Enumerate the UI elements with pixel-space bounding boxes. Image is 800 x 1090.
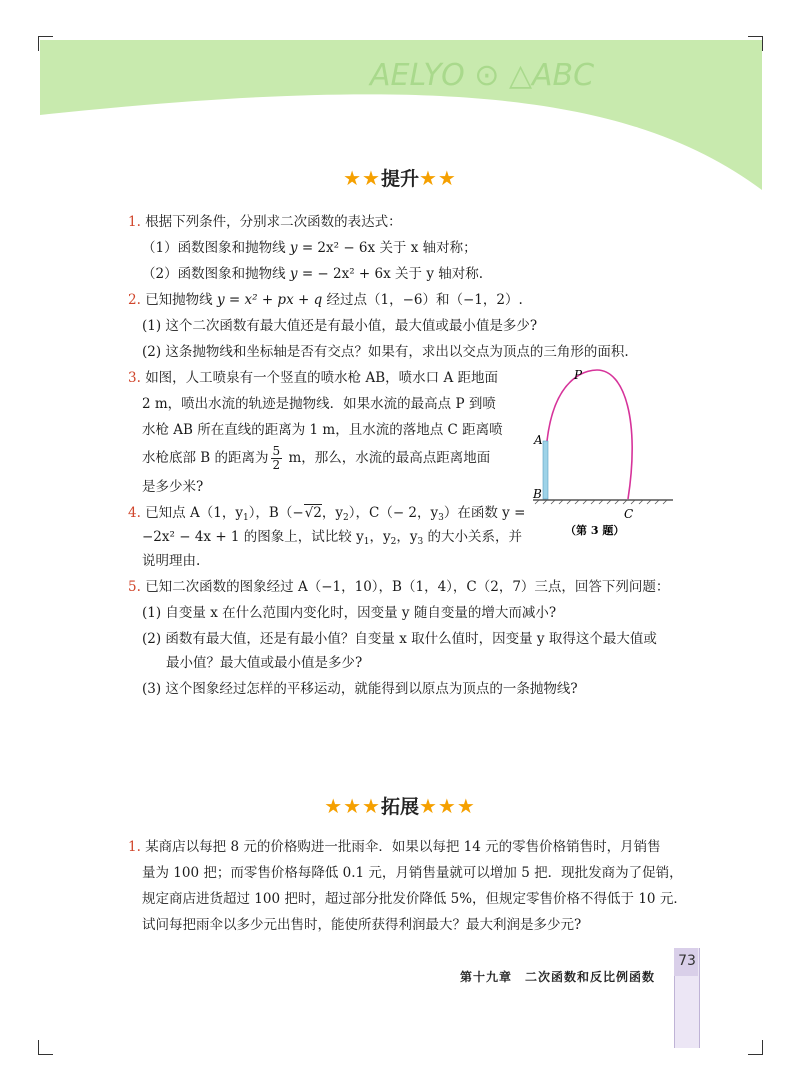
numerator: 5 [272,444,281,458]
text: 已知抛物线 [145,292,217,308]
question-number: 3. [128,370,141,386]
figure-label-c: C [624,507,634,521]
q5-sub1: (1) 自变量 x 在什么范围内变化时，因变量 y 随自变量的增大而减小? [142,605,557,621]
math-expr: y = x² + px + q [216,292,323,308]
section-title-tuozhan [0,792,800,819]
q4-line3: 说明理由. [142,553,201,569]
figure-parabola [547,370,632,499]
text: ，y [369,529,391,545]
star-icon-group-left: ★★ [343,166,381,190]
denominator: 2 [272,458,281,472]
text: ，y [396,529,418,545]
figure-label-a: A [534,433,543,447]
subscript: 1 [242,513,249,523]
crop-mark-bl [38,1040,53,1055]
figure-water-gun [543,441,548,499]
figure-label-p: P [574,368,583,382]
q5-sub2a: (2) 函数有最大值，还是有最小值？自变量 x 取什么值时，因变量 y 取得这个最大值或 [142,631,657,647]
q3-line3: 水枪 AB 所在直线的距离为 1 m，且水流的落地点 C 距离喷 [142,422,503,438]
text: 水枪底部 B 的距离为 [142,450,269,466]
q5-sub2b: 最小值？最大值或最小值是多少? [166,655,363,671]
q1-sub2 [142,265,483,283]
text: 的大小关系，并 [423,529,522,545]
q3-line2: 2 m，喷出水流的轨迹是抛物线．如果水流的最高点 P 到喷 [142,396,496,412]
text: （1）函数图象和抛物线 [142,240,290,256]
star-icon-group-right: ★★★ [419,794,476,818]
q1-2 [128,291,523,309]
text: （2）函数图象和抛物线 [142,266,290,282]
q2-1-line4: 试问每把雨伞以多少元出售时，能使所获得利润最大？最大利润是多少元? [142,917,582,933]
star-icon-group-right: ★★ [419,166,457,190]
question-number: 1. [128,839,141,855]
text: 如图，人工喷泉有一个竖直的喷水枪 AB，喷水口 A 距地面 [145,370,498,386]
crop-mark-tl [38,36,53,51]
star-icon-group-left: ★★★ [324,794,381,818]
text: 已知二次函数的图象经过 A（−1，10），B（1，4），C（2，7）三点，回答下列问题： [145,579,670,595]
sqrt-value: 2 [313,505,322,521]
page-number: 73 [678,953,696,969]
text: 已知点 A（1，y [145,505,243,521]
q1-5 [128,578,669,596]
text: 关于 x 轴对称； [379,240,477,256]
header-watermark: AELYO ⊙ △ABC [370,58,595,93]
section-title-text: 拓展 [380,796,419,818]
fraction [271,445,283,472]
question-number: 4. [128,505,141,521]
text: 关于 y 轴对称. [395,266,484,282]
q1-1 [128,213,402,231]
question-number: 1. [128,214,141,230]
text: m，那么，水流的最高点距离地面 [284,450,491,466]
figure-ground-hatch [535,500,667,504]
q2-1-line3: 规定商店进货超过 100 把时，超过部分批发价降低 5%，但规定零售价格不得低于 10 元． [142,891,687,907]
q2-sub2: (2) 这条抛物线和坐标轴是否有交点？如果有，求出以交点为顶点的三角形的面积. [142,344,629,360]
q2-sub1: (1) 这个二次函数有最大值还是有最小值，最大值或最小值是多少? [142,318,538,334]
figure-fountain [525,362,685,542]
q1-4 [128,504,525,527]
math-var: y [289,266,298,282]
question-number: 2. [128,292,141,308]
subscript: 2 [343,513,349,523]
math-expr: = − 2x² + 6x [297,266,396,282]
text: 经过点（1，−6）和（−1，2）. [322,292,523,308]
q4-line2 [142,528,522,551]
q2-1-line2: 量为 100 把；而零售价格每降低 0.1 元，月销售量就可以增加 5 把．现批发商为了促销， [142,865,683,881]
q3-line5: 是多少米? [142,479,204,495]
subscript: 3 [417,537,424,547]
text: 某商店以每把 8 元的价格购进一批雨伞．如果以每把 14 元的零售价格销售时，月销售 [145,839,661,855]
subscript: 2 [390,537,397,547]
sqrt: √2 [304,505,322,521]
q2-1 [128,838,661,856]
text: ）在函数 y = [443,505,526,521]
subscript: 3 [438,513,444,523]
figure-caption: （第 3 题） [565,524,625,537]
q3-line4 [142,444,490,472]
math-expr: = 2x² − 6x [297,240,380,256]
subscript: 1 [363,537,370,547]
question-number: 5. [128,579,141,595]
section-title-text: 提升 [380,168,419,190]
question-text: 根据下列条件，分别求二次函数的表达式： [145,214,402,230]
q1-sub1 [142,239,477,257]
text: ，y [321,505,344,521]
text: −2x² − 4x + 1 的图象上，试比较 y [142,529,364,545]
q1-3 [128,369,498,387]
chapter-footer: 第十九章 二次函数和反比例函数 [460,970,656,984]
math-var: y [289,240,298,256]
crop-mark-tr [748,36,763,51]
text: ），B（− [248,505,304,521]
crop-mark-br [748,1040,763,1055]
figure-label-b: B [533,487,542,501]
text: ），C（− 2，y [348,505,439,521]
q5-sub3: (3) 这个图象经过怎样的平移运动，就能得到以原点为顶点的一条抛物线? [142,681,578,697]
section-title-tisheng [0,164,800,191]
